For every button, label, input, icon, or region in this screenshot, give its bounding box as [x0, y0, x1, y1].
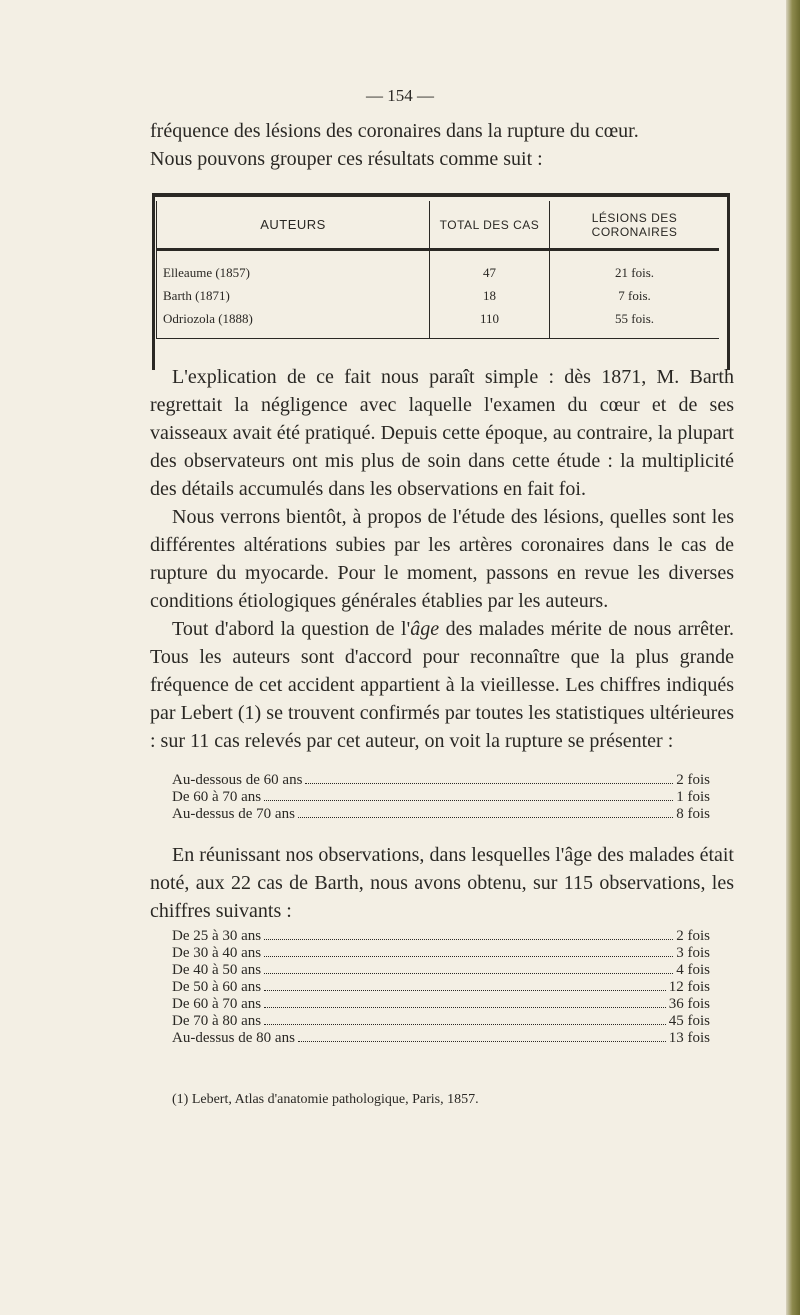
list-value: 8 fois — [676, 806, 710, 822]
cell-auteur: Barth (1871) — [157, 284, 430, 307]
list-value: 36 fois — [668, 996, 710, 1012]
list-item — [172, 1013, 710, 1030]
footnote: (1) Lebert, Atlas d'anatomie pathologique, Paris, 1857. — [172, 1092, 479, 1107]
cell-total: 47 — [430, 250, 550, 285]
age-text-before: Tout d'abord la question de l' — [172, 618, 411, 640]
list-label: De 25 à 30 ans — [172, 928, 262, 944]
intro-line-2: Nous pouvons grouper ces résultats comme suit : — [150, 148, 543, 170]
cell-auteur: Elleaume (1857) — [157, 250, 430, 285]
list-label: De 50 à 60 ans — [172, 979, 262, 995]
list-value: 3 fois — [676, 945, 710, 961]
lebert-age-list — [172, 772, 710, 823]
table-row — [157, 284, 720, 307]
list-value: 2 fois — [676, 772, 710, 788]
list-label: De 40 à 50 ans — [172, 962, 262, 978]
list-label: Au-dessus de 80 ans — [172, 1030, 295, 1046]
combined-age-list — [172, 928, 710, 1047]
list-label: De 60 à 70 ans — [172, 789, 262, 805]
list-label: De 30 à 40 ans — [172, 945, 262, 961]
body-section-1 — [150, 363, 734, 755]
table-row — [157, 307, 720, 339]
cell-lesions: 55 fois. — [550, 307, 720, 339]
list-value: 1 fois — [676, 789, 710, 805]
list-item — [172, 928, 710, 945]
cell-lesions: 7 fois. — [550, 284, 720, 307]
list-item — [172, 806, 710, 823]
list-item — [172, 772, 710, 789]
list-item — [172, 1030, 710, 1047]
intro-line-1: fréquence des lésions des coronaires dans la rupture du cœur. — [150, 120, 639, 142]
list-item — [172, 979, 710, 996]
age-italic: âge — [410, 618, 440, 640]
list-value: 12 fois — [668, 979, 710, 995]
paragraph-age — [150, 615, 734, 755]
list-label: De 70 à 80 ans — [172, 1013, 262, 1029]
list-value: 4 fois — [676, 962, 710, 978]
list-item — [172, 945, 710, 962]
list-label: Au-dessus de 70 ans — [172, 806, 295, 822]
paragraph-lesions: Nous verrons bientôt, à propos de l'étude des lésions, quelles sont les différentes altérations subies par les artères coronaires dans le cas de rupture du myocarde. Pour le moment, passons en revue les diverses conditions étiologiques générales établies par les auteurs. — [150, 506, 734, 612]
paragraph-reunissant: En réunissant nos observations, dans lesquelles l'âge des malades était noté, aux 22 cas de Barth, nous avons obtenu, sur 115 observations, les chiffres suivants : — [150, 844, 734, 922]
cell-lesions: 21 fois. — [550, 250, 720, 285]
table-row — [157, 250, 720, 285]
list-label: Au-dessous de 60 ans — [172, 772, 303, 788]
age-text-after: des malades mérite de nous arrêter. Tous les auteurs sont d'accord pour reconnaître que la plus grande fréquence de cet accident appartient à la vieillesse. Les chiffres indiqués par Lebert (1) se trouvent confirmés par toutes les statistiques ultérieures : sur 11 cas relevés par cet auteur, on voit la rupture se présenter : — [150, 618, 735, 752]
authors-table — [156, 201, 719, 339]
list-value: 2 fois — [676, 928, 710, 944]
col-header-lesions: LÉSIONS DES CORONAIRES — [550, 201, 720, 250]
list-value: 13 fois — [668, 1030, 710, 1046]
cell-total: 18 — [430, 284, 550, 307]
col-header-total: TOTAL DES CAS — [430, 201, 550, 250]
page-edge — [786, 0, 800, 1315]
intro-paragraph — [150, 117, 734, 173]
col-header-auteurs: AUTEURS — [157, 201, 430, 250]
list-item — [172, 962, 710, 979]
cell-total: 110 — [430, 307, 550, 339]
list-item — [172, 789, 710, 806]
list-item — [172, 996, 710, 1013]
list-label: De 60 à 70 ans — [172, 996, 262, 1012]
paragraph-explication: L'explication de ce fait nous paraît simple : dès 1871, M. Barth regrettait la négligence avec laquelle l'examen du cœur et de ses vaisseaux avait été pratiqué. Depuis cette époque, au contraire, la plupart des observateurs ont mis plus de soin dans cette étude : la multiplicité des détails accumulés dans les observations en fait foi. — [150, 366, 734, 500]
authors-table-frame — [152, 193, 730, 370]
cell-auteur: Odriozola (1888) — [157, 307, 430, 339]
list-value: 45 fois — [668, 1013, 710, 1029]
page-number: — 154 — — [366, 86, 434, 105]
